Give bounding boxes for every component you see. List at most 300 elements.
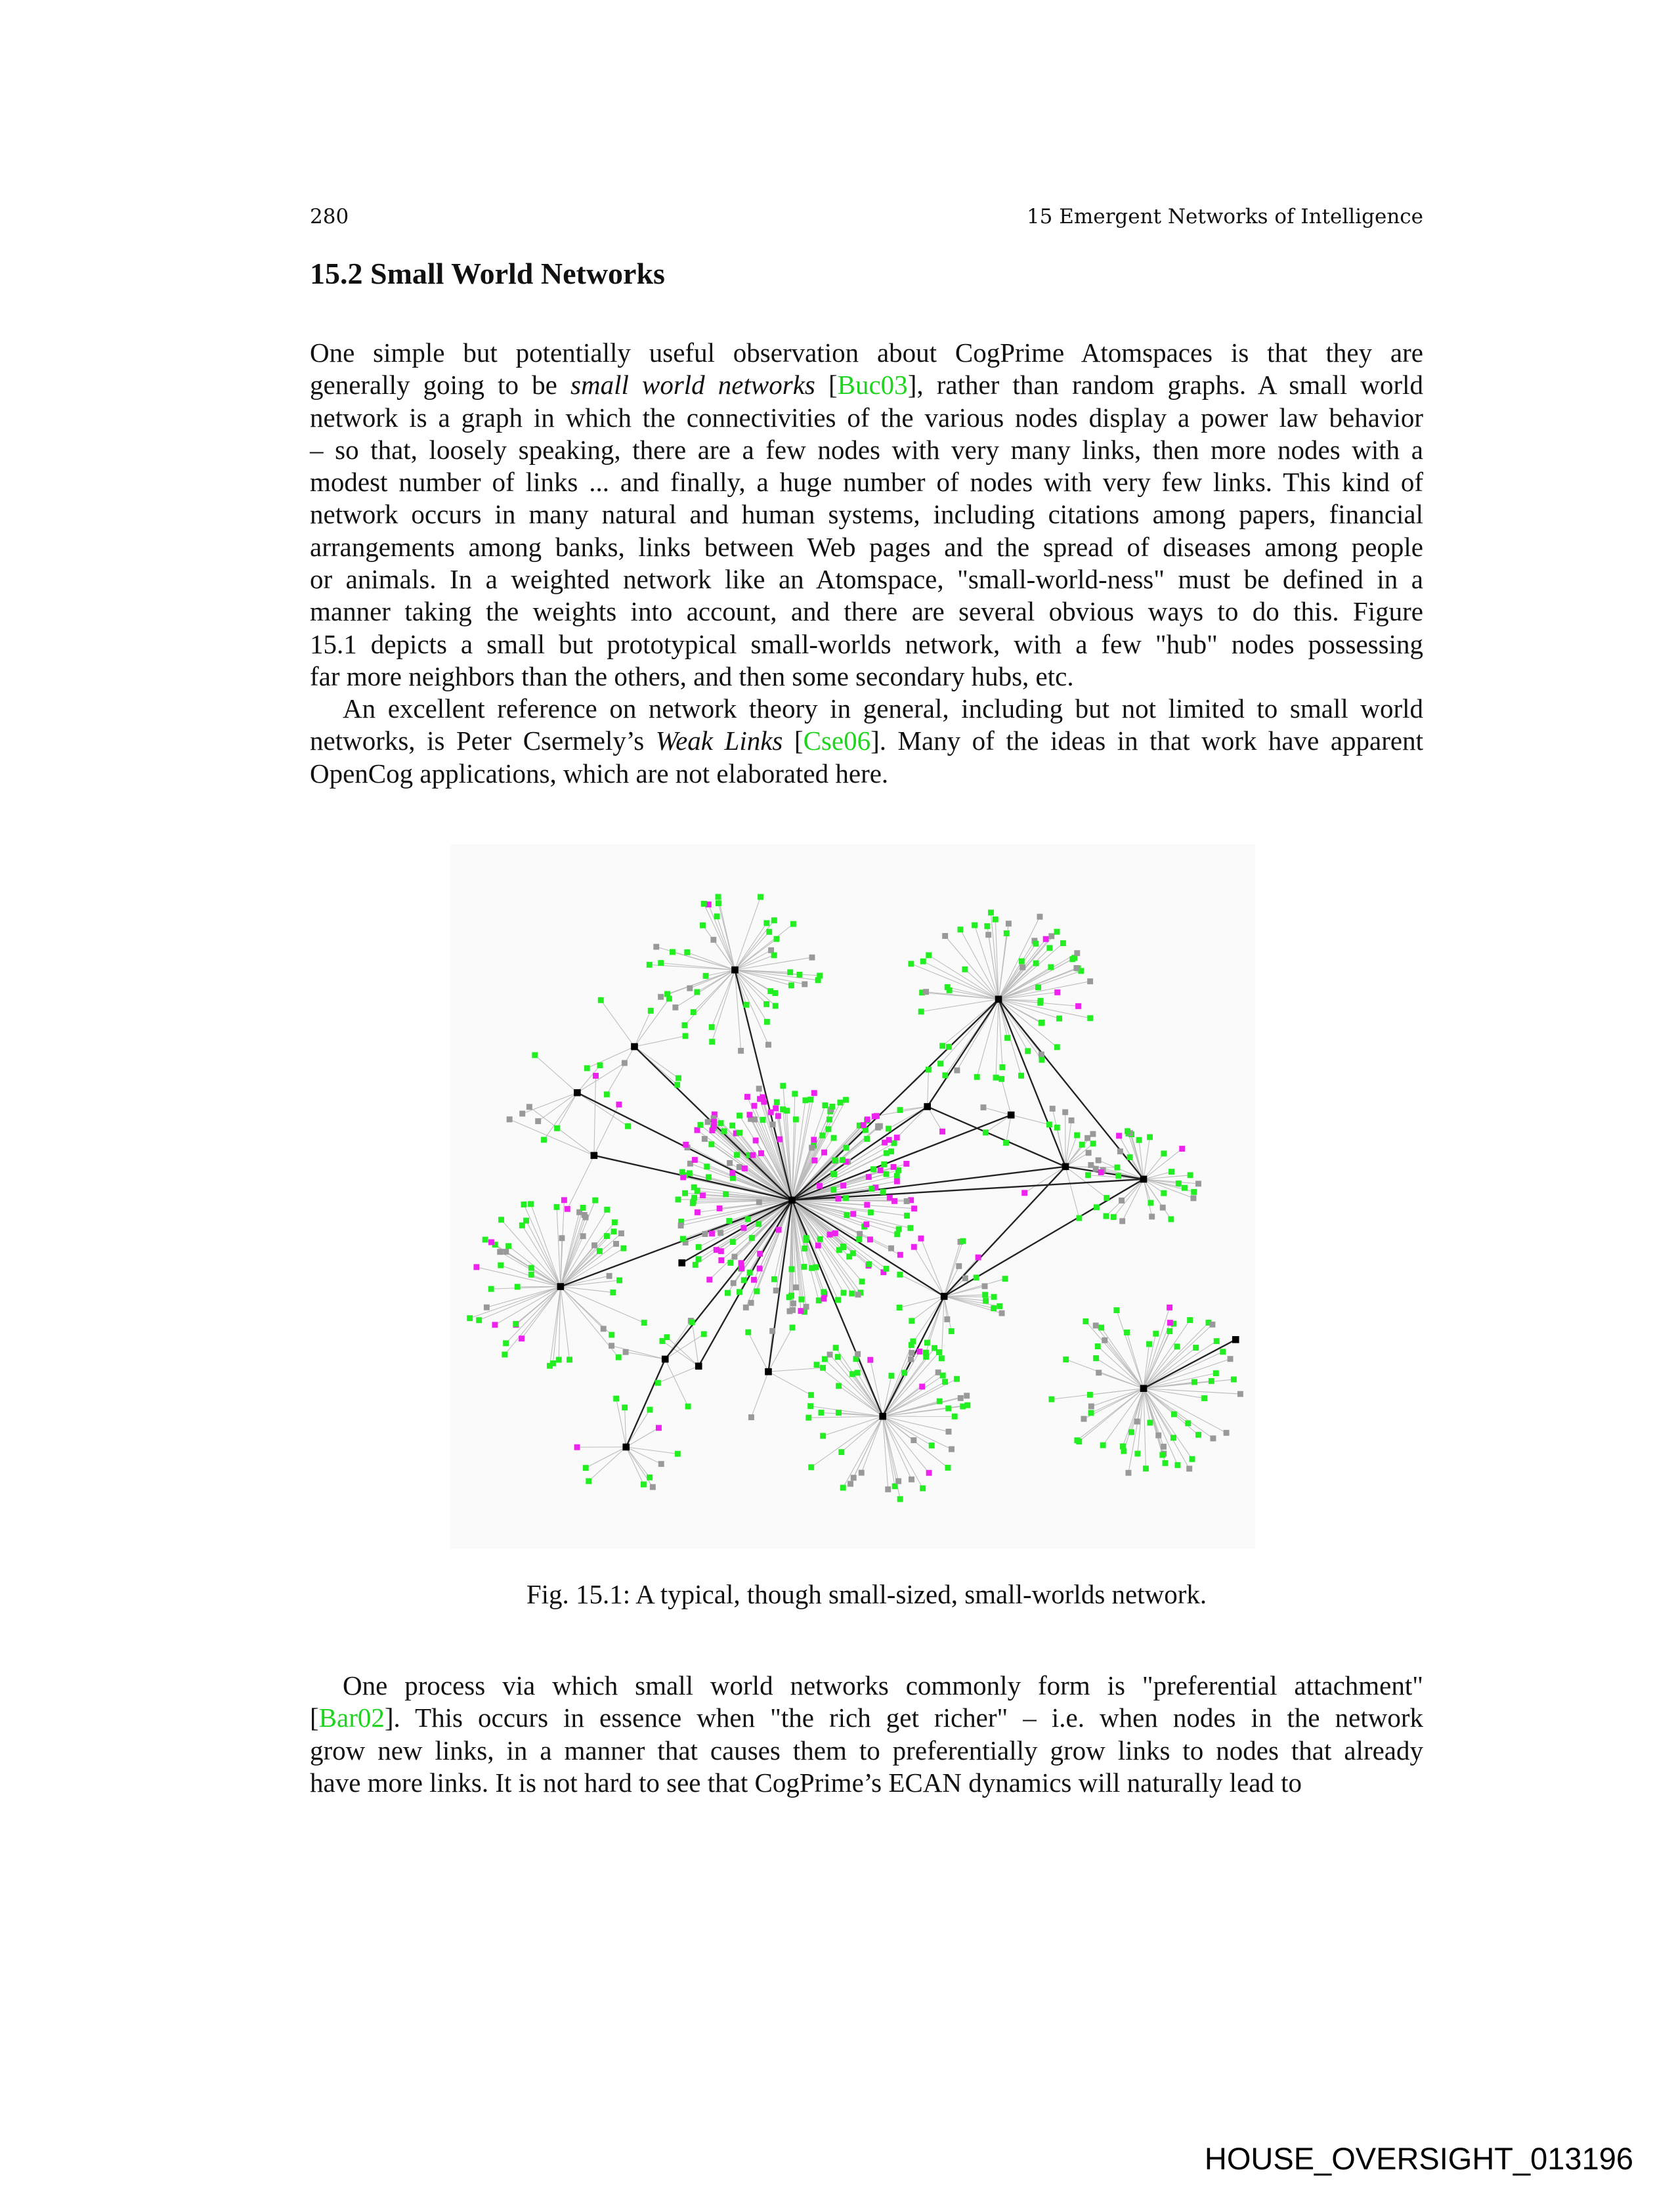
leaf-node — [1021, 1190, 1027, 1196]
leaf-node — [710, 937, 716, 943]
leaf-node — [601, 1326, 607, 1332]
leaf-node — [1075, 1003, 1081, 1009]
text-line — [310, 337, 1423, 369]
leaf-node — [894, 1231, 900, 1237]
hub-node — [941, 1293, 948, 1300]
leaf-node — [773, 1288, 779, 1293]
edge — [928, 1070, 929, 1106]
leaf-node — [612, 1219, 618, 1225]
leaf-node — [521, 1202, 527, 1207]
leaf-node — [613, 1396, 619, 1402]
leaf-node — [716, 900, 721, 906]
leaf-node — [1210, 1435, 1216, 1441]
leaf-node — [653, 944, 659, 950]
edge — [531, 1204, 561, 1287]
leaf-node — [867, 1357, 873, 1363]
leaf-node — [1088, 1410, 1094, 1416]
edge — [1113, 1179, 1144, 1217]
text-line — [310, 466, 1423, 498]
leaf-node — [946, 1429, 952, 1435]
leaf-node — [705, 1119, 711, 1125]
leaf-node — [843, 1097, 849, 1103]
edge — [516, 1287, 561, 1324]
text-line — [310, 628, 1423, 661]
leaf-node — [835, 1297, 841, 1303]
leaf-node — [859, 1470, 865, 1476]
leaf-node — [1076, 1215, 1082, 1221]
leaf-node — [998, 1076, 1004, 1082]
leaf-node — [1176, 1181, 1182, 1186]
leaf-node — [1155, 1433, 1161, 1439]
page-number: 280 — [310, 205, 349, 228]
leaf-node — [897, 1252, 903, 1258]
leaf-node — [1087, 978, 1093, 984]
leaf-node — [1095, 1343, 1101, 1349]
leaf-node — [647, 1407, 653, 1413]
leaf-node — [1048, 933, 1054, 939]
leaf-node — [798, 1297, 804, 1303]
leaf-node — [743, 1002, 749, 1008]
leaf-node — [1002, 1276, 1008, 1282]
leaf-node — [788, 982, 794, 988]
leaf-node — [802, 1264, 807, 1270]
leaf-node — [731, 1280, 737, 1286]
leaf-node — [895, 1478, 901, 1484]
text-span: One simple but potentially useful observation about CogPrime Atomspaces is that they are — [310, 337, 1423, 368]
network-figure — [450, 844, 1255, 1549]
leaf-node — [743, 1305, 749, 1311]
leaf-node — [745, 1216, 751, 1222]
leaf-node — [625, 1123, 631, 1129]
leaf-node — [999, 1311, 1005, 1316]
leaf-node — [940, 1372, 946, 1378]
leaf-node — [1093, 1355, 1099, 1361]
text-line — [310, 1767, 1423, 1799]
leaf-node — [1134, 1419, 1140, 1425]
leaf-node — [1119, 1198, 1125, 1204]
leaf-node — [515, 1284, 521, 1290]
text-line — [310, 1735, 1423, 1767]
leaf-node — [689, 1319, 695, 1325]
citation-link[interactable]: Cse06 — [803, 726, 871, 756]
leaf-node — [561, 1197, 567, 1203]
leaf-node — [774, 1099, 780, 1105]
leaf-node — [942, 933, 948, 939]
leaf-node — [718, 1230, 723, 1236]
leaf-node — [981, 1104, 987, 1110]
leaf-node — [884, 1171, 890, 1177]
leaf-node — [1126, 1470, 1132, 1476]
leaf-node — [737, 1113, 742, 1119]
leaf-node — [729, 1123, 735, 1129]
leaf-node — [844, 1212, 849, 1218]
leaf-node — [498, 1263, 504, 1269]
edge — [718, 903, 735, 970]
leaf-node — [1214, 1338, 1220, 1344]
leaf-node — [1167, 1305, 1172, 1311]
leaf-node — [1201, 1395, 1207, 1401]
edge — [883, 1416, 912, 1479]
leaf-node — [1056, 1016, 1062, 1022]
leaf-node — [1185, 1420, 1191, 1426]
text-span: far more neighbors than the others, and then some secondary hubs, etc. — [310, 661, 1074, 691]
leaf-node — [770, 1121, 776, 1127]
leaf-node — [937, 1060, 943, 1066]
leaf-node — [771, 917, 777, 923]
edge — [1006, 1115, 1012, 1142]
edge — [1144, 1389, 1240, 1394]
leaf-node — [1143, 1465, 1149, 1471]
leaf-node — [954, 1376, 960, 1382]
leaf-node — [830, 1186, 836, 1192]
leaf-node — [896, 1226, 902, 1232]
leaf-node — [754, 1288, 760, 1294]
leaf-node — [698, 1122, 704, 1128]
leaf-node — [769, 1328, 775, 1334]
leaf-node — [758, 894, 763, 900]
edge — [811, 1416, 883, 1467]
leaf-node — [916, 1349, 922, 1355]
leaf-node — [956, 1263, 962, 1269]
leaf-node — [897, 1305, 903, 1311]
leaf-node — [622, 1060, 628, 1066]
leaf-node — [700, 1192, 706, 1198]
leaf-node — [960, 1238, 966, 1244]
leaf-node — [597, 1248, 603, 1254]
leaf-node — [867, 1236, 873, 1242]
leaf-node — [1039, 1057, 1044, 1063]
leaf-node — [939, 1129, 945, 1135]
leaf-node — [809, 955, 815, 961]
leaf-node — [685, 1404, 691, 1410]
leaf-node — [857, 1231, 863, 1237]
leaf-node — [926, 1470, 932, 1476]
edge — [735, 923, 766, 970]
edge — [665, 1359, 688, 1406]
edge — [544, 1093, 578, 1140]
leaf-node — [829, 1104, 835, 1110]
leaf-node — [1161, 1150, 1167, 1156]
edge — [561, 1209, 607, 1286]
edge — [842, 1416, 883, 1452]
hub-node — [591, 1152, 598, 1160]
leaf-node — [723, 1191, 729, 1197]
edge — [505, 1287, 561, 1355]
leaf-node — [954, 1068, 960, 1073]
leaf-node — [1086, 1150, 1092, 1156]
leaf-node — [503, 1340, 509, 1346]
leaf-node — [526, 1104, 532, 1110]
edge — [1065, 1167, 1079, 1218]
leaf-node — [855, 1291, 861, 1297]
edge — [1144, 1389, 1146, 1469]
leaf-node — [945, 984, 951, 990]
leaf-node — [616, 1355, 622, 1360]
leaf-node — [701, 1331, 707, 1337]
leaf-node — [1096, 1158, 1102, 1163]
leaf-node — [528, 1272, 534, 1278]
leaf-node — [859, 1278, 865, 1284]
leaf-node — [620, 1246, 626, 1251]
leaf-node — [607, 1273, 612, 1279]
leaf-node — [809, 1145, 815, 1151]
leaf-node — [556, 1357, 562, 1363]
citation-link[interactable]: Bar02 — [318, 1702, 385, 1733]
figure-caption: Fig. 15.1: A typical, though small-sized, small-worlds network. — [526, 1579, 1207, 1609]
leaf-node — [949, 1446, 955, 1452]
leaf-node — [1182, 1185, 1188, 1191]
edge — [1096, 1326, 1144, 1389]
leaf-node — [894, 1179, 900, 1184]
leaf-node — [811, 1090, 817, 1096]
leaf-node — [739, 1265, 744, 1271]
leaf-node — [1115, 1173, 1121, 1179]
text-span: grow new links, in a manner that causes them to preferentially grow links to nodes that already — [310, 1735, 1423, 1766]
edge — [768, 1372, 811, 1395]
leaf-node — [1124, 1330, 1130, 1335]
leaf-node — [655, 1380, 661, 1386]
leaf-node — [793, 1116, 799, 1122]
edge — [735, 932, 769, 970]
leaf-node — [833, 1345, 839, 1351]
leaf-node — [592, 1198, 598, 1204]
leaf-node — [523, 1218, 529, 1224]
leaf-node — [985, 932, 991, 938]
leaf-node — [1039, 1020, 1044, 1026]
hub-node — [765, 1368, 772, 1376]
leaf-node — [727, 1160, 733, 1166]
leaf-node — [622, 1404, 628, 1410]
leaf-node — [1191, 1195, 1197, 1201]
text-span: [ — [783, 726, 804, 756]
leaf-node — [939, 1355, 945, 1361]
leaf-node — [1102, 1337, 1107, 1343]
edge — [996, 999, 998, 1077]
leaf-node — [908, 961, 914, 966]
leaf-node — [1171, 1412, 1177, 1418]
hub-node — [678, 1259, 685, 1267]
hub-node — [731, 966, 739, 974]
leaf-node — [604, 1091, 610, 1097]
leaf-node — [498, 1217, 504, 1223]
leaf-node — [909, 1350, 914, 1356]
leaf-node — [886, 1126, 891, 1132]
text-span: ]. Many of the ideas in that work have apparent — [870, 726, 1423, 756]
leaf-node — [780, 1106, 786, 1112]
leaf-node — [984, 923, 990, 929]
edge — [561, 1287, 613, 1293]
leaf-node — [1090, 1140, 1096, 1146]
leaf-node — [1220, 1349, 1226, 1355]
leaf-node — [580, 1233, 586, 1239]
leaf-node — [738, 1048, 744, 1054]
leaf-node — [727, 1260, 733, 1266]
leaf-node — [907, 1225, 913, 1231]
paragraph-2 — [310, 693, 1423, 790]
leaf-node — [519, 1111, 525, 1117]
leaf-node — [909, 1318, 914, 1324]
leaf-node — [565, 1206, 570, 1212]
edge — [522, 1225, 561, 1286]
hub-link — [1144, 1339, 1235, 1388]
edge — [809, 1416, 883, 1418]
leaf-node — [802, 1246, 807, 1251]
text-span: ]. This occurs in essence when "the rich get richer" – i.e. when nodes in the network — [384, 1702, 1423, 1733]
leaf-node — [1050, 1106, 1056, 1112]
leaf-node — [623, 1349, 629, 1355]
leaf-node — [1098, 1325, 1104, 1331]
bates-stamp: HOUSE_OVERSIGHT_013196 — [1204, 2141, 1633, 2176]
edge — [567, 1156, 594, 1209]
leaf-node — [804, 1235, 809, 1241]
leaf-node — [1100, 1442, 1106, 1448]
leaf-node — [656, 1425, 662, 1431]
leaf-node — [764, 1019, 770, 1025]
leaf-node — [1191, 1189, 1197, 1195]
leaf-node — [609, 1343, 614, 1349]
leaf-node — [528, 1201, 534, 1207]
leaf-node — [946, 1044, 952, 1050]
edge — [921, 1238, 944, 1296]
leaf-node — [771, 952, 777, 958]
edge — [857, 1373, 883, 1416]
leaf-node — [1018, 1073, 1024, 1079]
leaf-node — [716, 894, 721, 900]
leaf-node — [695, 1127, 700, 1133]
leaf-node — [942, 1072, 948, 1078]
leaf-node — [960, 1404, 966, 1410]
leaf-node — [747, 1270, 753, 1276]
text-span: generally going to be — [310, 370, 571, 401]
text-span: network is a graph in which the connectivities of the various nodes display a power law behavior — [310, 402, 1423, 433]
leaf-node — [1128, 1429, 1134, 1435]
leaf-node — [836, 1196, 842, 1202]
hub-node — [622, 1444, 630, 1451]
leaf-node — [1147, 1420, 1153, 1425]
citation-link[interactable]: Buc03 — [837, 370, 908, 401]
edge — [712, 970, 735, 1041]
leaf-node — [574, 1444, 580, 1450]
leaf-node — [717, 1205, 723, 1211]
leaf-node — [910, 1338, 916, 1344]
leaf-node — [1019, 959, 1025, 965]
text-line — [310, 596, 1423, 628]
leaf-node — [817, 1183, 823, 1189]
leaf-node — [1161, 1444, 1167, 1450]
leaf-node — [807, 1403, 813, 1409]
leaf-node — [864, 1202, 870, 1208]
leaf-node — [808, 1392, 814, 1398]
leaf-node — [891, 1164, 897, 1170]
leaf-node — [1115, 1165, 1121, 1171]
leaf-node — [476, 1317, 482, 1323]
leaf-node — [658, 994, 664, 1000]
leaf-node — [696, 1256, 702, 1262]
hub-node — [557, 1283, 565, 1290]
leaf-node — [888, 1246, 894, 1251]
text-span: network occurs in many natural and human systems, including citations among papers, financial — [310, 499, 1423, 530]
leaf-node — [1186, 1465, 1192, 1471]
leaf-node — [788, 1267, 794, 1272]
leaf-node — [497, 1249, 503, 1255]
leaf-node — [584, 1065, 590, 1071]
leaf-node — [796, 972, 802, 978]
leaf-node — [687, 986, 693, 991]
leaf-node — [1083, 1318, 1088, 1324]
leaf-node — [1174, 1343, 1180, 1349]
leaf-node — [580, 1205, 586, 1211]
leaf-node — [676, 1075, 681, 1081]
edge — [557, 1093, 578, 1128]
leaf-node — [790, 1301, 796, 1307]
leaf-node — [749, 1235, 755, 1241]
leaf-node — [678, 1223, 684, 1228]
leaf-node — [1148, 1200, 1153, 1206]
leaf-node — [924, 1340, 930, 1346]
leaf-node — [827, 1352, 833, 1358]
leaf-node — [502, 1352, 507, 1358]
leaf-node — [683, 1033, 689, 1039]
leaf-node — [765, 1042, 771, 1048]
leaf-node — [1209, 1322, 1215, 1328]
leaf-node — [1163, 1460, 1169, 1466]
leaf-node — [737, 1164, 742, 1170]
leaf-node — [866, 1261, 872, 1267]
edge — [509, 1119, 594, 1156]
leaf-node — [1213, 1370, 1219, 1376]
leaf-node — [869, 1186, 874, 1192]
leaf-node — [541, 1137, 547, 1142]
leaf-node — [826, 1117, 832, 1123]
edge — [1011, 1115, 1049, 1125]
text-span: An excellent reference on network theory in general, including but not limited to small world — [343, 693, 1423, 724]
italic-text: Weak Links — [655, 726, 783, 756]
leaf-node — [1088, 1162, 1094, 1168]
leaf-node — [706, 1276, 712, 1282]
leaf-node — [729, 1170, 735, 1176]
leaf-node — [908, 1356, 914, 1362]
leaf-node — [849, 1291, 855, 1297]
leaf-node — [1224, 1430, 1230, 1436]
edge — [998, 982, 1090, 999]
leaf-node — [866, 1174, 872, 1180]
text-span: arrangements among banks, links between Web pages and the spread of diseases among people — [310, 531, 1423, 562]
leaf-node — [944, 1316, 950, 1322]
leaf-node — [492, 1322, 498, 1328]
leaf-node — [777, 1137, 783, 1142]
leaf-node — [703, 973, 709, 979]
leaf-node — [983, 1298, 989, 1304]
edge — [535, 1055, 578, 1093]
edge — [1098, 1347, 1144, 1389]
leaf-node — [775, 1113, 781, 1119]
leaf-node — [709, 1230, 715, 1236]
leaf-node — [772, 990, 778, 996]
leaf-node — [753, 1138, 759, 1144]
hub-node — [879, 1413, 886, 1420]
leaf-node — [1019, 965, 1025, 970]
leaf-node — [821, 1296, 826, 1302]
leaf-node — [804, 1304, 809, 1310]
leaf-node — [909, 1477, 914, 1483]
leaf-node — [672, 1005, 678, 1010]
leaf-node — [897, 1496, 903, 1502]
leaf-node — [1195, 1181, 1201, 1186]
leaf-node — [1209, 1378, 1214, 1384]
leaf-node — [604, 1207, 610, 1213]
leaf-node — [1121, 1448, 1127, 1454]
leaf-node — [757, 1266, 763, 1272]
